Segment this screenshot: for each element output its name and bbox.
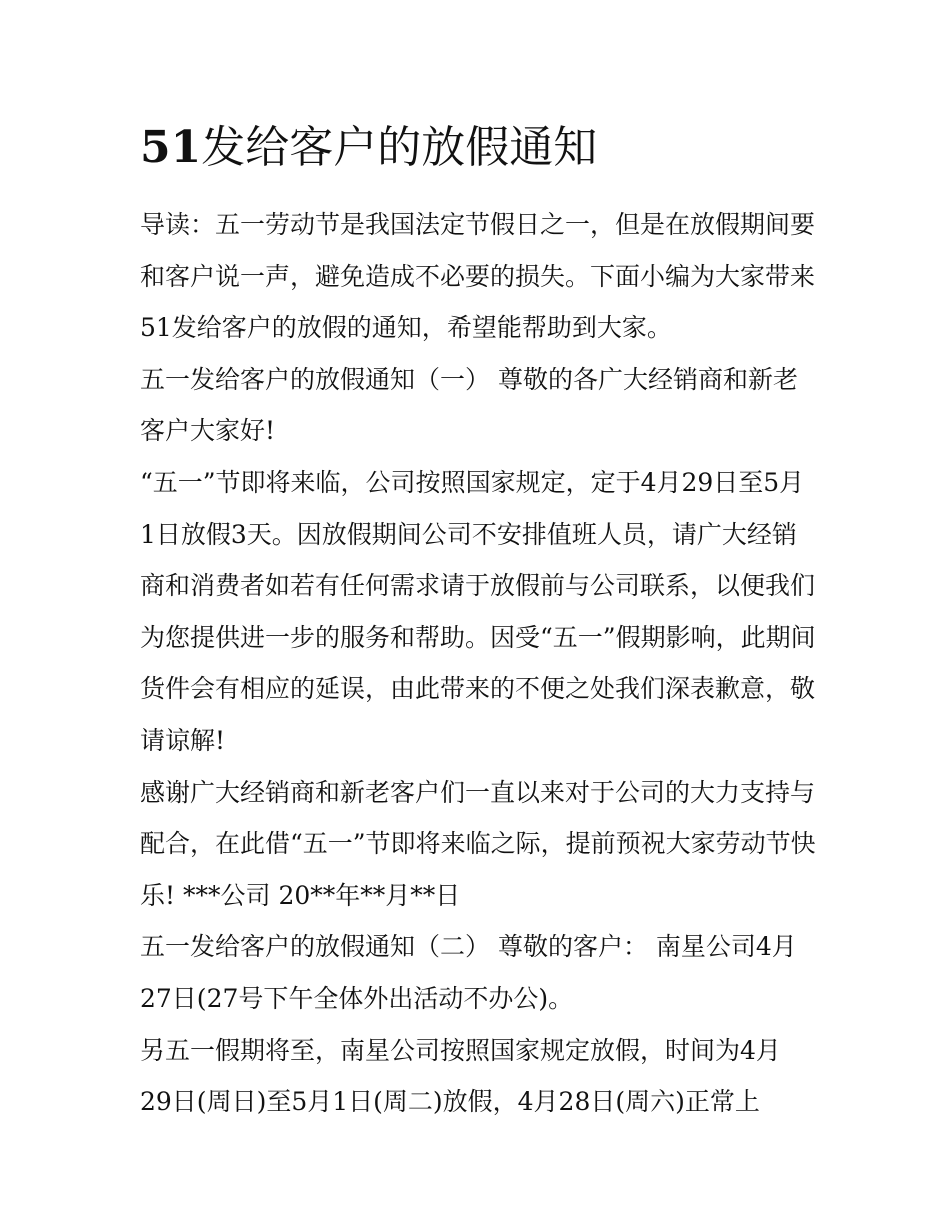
title-text: 发给客户的放假通知 bbox=[201, 122, 598, 173]
notice-two-heading-line-2: 27日(27号下午全体外出活动不办公)。 bbox=[140, 983, 574, 1013]
notice-one-body-line-4: 为您提供进一步的服务和帮助。因受“五一”假期影响，此期间 bbox=[140, 622, 816, 652]
title-number: 51 bbox=[140, 122, 202, 173]
notice-two-heading-line-1: 五一发给客户的放假通知（二） 尊敬的客户： 南星公司4月 bbox=[140, 932, 797, 962]
notice-one-heading-line-1: 五一发给客户的放假通知（一） 尊敬的各广大经销商和新老 bbox=[140, 364, 798, 394]
notice-one-body-line-2: 1日放假3天。因放假期间公司不安排值班人员，请广大经销 bbox=[140, 519, 797, 549]
notice-two-body-line-2: 29日(周日)至5月1日(周二)放假，4月28日(周六)正常上 bbox=[140, 1087, 760, 1117]
document-body bbox=[140, 199, 820, 1128]
intro-line-1: 导读：五一劳动节是我国法定节假日之一，但是在放假期间要 bbox=[140, 210, 816, 239]
notice-one-body-line-5: 货件会有相应的延误，由此带来的不便之处我们深表歉意，敬 bbox=[140, 674, 816, 704]
intro-line-2: 和客户说一声，避免造成不必要的损失。下面小编为大家带来 bbox=[140, 261, 816, 291]
notice-one-body-line-3: 商和消费者如若有任何需求请于放假前与公司联系，以便我们 bbox=[140, 571, 816, 601]
document-title bbox=[140, 118, 597, 178]
thanks-line-1: 感谢广大经销商和新老客户们一直以来对于公司的大力支持与 bbox=[140, 777, 816, 807]
notice-one-heading-line-2: 客户大家好! bbox=[140, 416, 276, 446]
intro-line-3: 51发给客户的放假的通知，希望能帮助到大家。 bbox=[140, 313, 672, 343]
notice-one-body-line-6: 请谅解! bbox=[140, 725, 226, 755]
notice-one-body-line-1: “五一”节即将来临，公司按照国家规定，定于4月29日至5月 bbox=[140, 467, 805, 497]
thanks-line-2: 配合，在此借“五一”节即将来临之际，提前预祝大家劳动节快 bbox=[140, 829, 816, 859]
notice-two-body-line-1: 另五一假期将至，南星公司按照国家规定放假，时间为4月 bbox=[140, 1035, 781, 1065]
thanks-line-3-signature: 乐! ***公司 20**年**月**日 bbox=[140, 880, 461, 910]
